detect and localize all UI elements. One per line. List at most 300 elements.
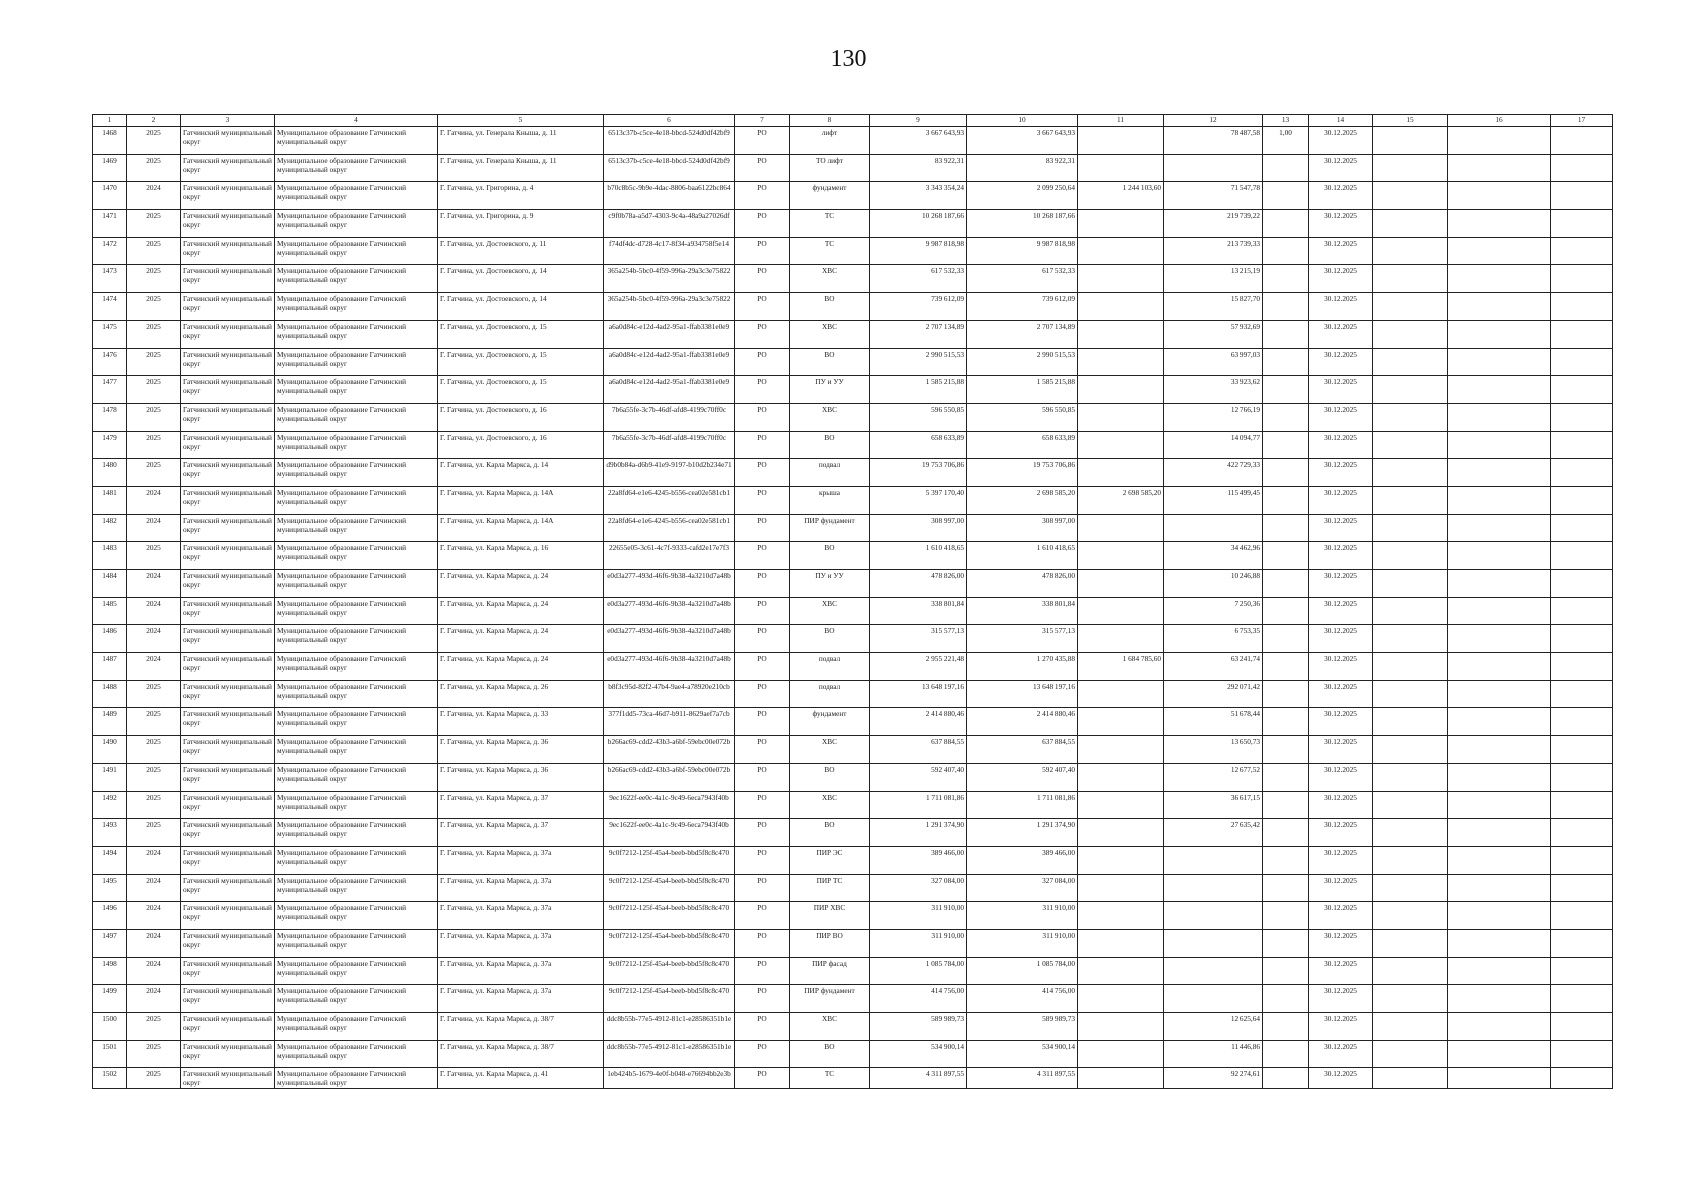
table-row [93,431,1613,459]
table-cell [1078,708,1164,736]
table-row [93,348,1613,376]
table-cell: 338 801,84 [967,597,1078,625]
table-cell [1078,957,1164,985]
table-cell: РО [735,210,790,238]
column-header: 8 [790,115,870,127]
table-cell: Муниципальное образование Гатчинский муниципальный округ [275,431,438,459]
table-cell: Г. Гатчина, ул. Генерала Кныша, д. 11 [438,154,604,182]
table-cell: 13 215,19 [1164,265,1263,293]
table-cell: 1472 [93,237,127,265]
table-cell [1551,403,1613,431]
table-cell [1448,182,1551,210]
table-cell: Гатчинский муниципальный округ [181,1040,275,1068]
table-cell: 10 268 187,66 [870,210,967,238]
table-cell: 2025 [127,459,181,487]
table-cell: Муниципальное образование Гатчинский муниципальный округ [275,846,438,874]
table-cell: Гатчинский муниципальный округ [181,348,275,376]
table-cell: РО [735,348,790,376]
table-cell: 1476 [93,348,127,376]
table-cell: Г. Гатчина, ул. Генерала Кныша, д. 11 [438,127,604,155]
table-cell [1551,320,1613,348]
table-cell [1551,929,1613,957]
table-cell: ПИР ЭС [790,846,870,874]
table-cell: 1 610 418,65 [870,542,967,570]
table-cell: ХВС [790,736,870,764]
table-cell: 2024 [127,874,181,902]
table-cell: f74df4dc-d728-4c17-8f34-a934758f5e14 [604,237,735,265]
table-cell: 51 678,44 [1164,708,1263,736]
table-cell: e0d3a277-493d-46f6-9b38-4a3210d7a48b [604,570,735,598]
table-cell [1373,1040,1448,1068]
table-cell [1373,570,1448,598]
table-cell: 10 268 187,66 [967,210,1078,238]
table-cell: Гатчинский муниципальный округ [181,1068,275,1089]
table-cell: Муниципальное образование Гатчинский муниципальный округ [275,653,438,681]
table-cell: 22655e05-3c61-4c7f-9333-cafd2e17e7f3 [604,542,735,570]
table-cell [1078,542,1164,570]
table-cell: РО [735,542,790,570]
table-cell: 57 932,69 [1164,320,1263,348]
column-header: 4 [275,115,438,127]
table-cell: Гатчинский муниципальный округ [181,985,275,1013]
table-cell: 9c0f7212-125f-45a4-beeb-bbd5f8c8c470 [604,985,735,1013]
header-row [93,115,1613,127]
table-cell [1551,1040,1613,1068]
table-cell: Гатчинский муниципальный округ [181,929,275,957]
table-cell: 1479 [93,431,127,459]
table-cell: Гатчинский муниципальный округ [181,320,275,348]
table-cell: Муниципальное образование Гатчинский муниципальный округ [275,1068,438,1089]
table-cell: 4 311 897,55 [870,1068,967,1089]
table-cell [1373,127,1448,155]
table-cell [1373,846,1448,874]
table-cell [1078,514,1164,542]
table-cell: 617 532,33 [967,265,1078,293]
table-cell: Г. Гатчина, ул. Карла Маркса, д. 37а [438,985,604,1013]
table-cell [1448,763,1551,791]
table-cell: 1471 [93,210,127,238]
table-cell: РО [735,763,790,791]
table-cell: 1 085 784,00 [870,957,967,985]
table-cell: 5 397 170,40 [870,486,967,514]
table-cell: 1496 [93,902,127,930]
table-cell: ХВС [790,320,870,348]
table-cell: 219 739,22 [1164,210,1263,238]
table-cell: ХВС [790,403,870,431]
table-cell: 414 756,00 [967,985,1078,1013]
table-cell [1263,320,1309,348]
table-cell [1448,154,1551,182]
table-cell: 30.12.2025 [1309,985,1373,1013]
table-cell: 30.12.2025 [1309,431,1373,459]
table-row [93,874,1613,902]
table-cell: ВО [790,293,870,321]
table-cell [1263,819,1309,847]
table-cell: Муниципальное образование Гатчинский муниципальный округ [275,1013,438,1041]
table-cell: 30.12.2025 [1309,486,1373,514]
table-cell: 1501 [93,1040,127,1068]
table-cell: 30.12.2025 [1309,653,1373,681]
table-cell [1373,182,1448,210]
table-cell: 2025 [127,348,181,376]
table-cell: Гатчинский муниципальный округ [181,265,275,293]
table-cell: 4 311 897,55 [967,1068,1078,1089]
table-cell: Г. Гатчина, ул. Достоевского, д. 11 [438,237,604,265]
table-cell: 1477 [93,376,127,404]
table-cell: Гатчинский муниципальный округ [181,459,275,487]
table-cell: 2 707 134,89 [870,320,967,348]
table-cell: 63 241,74 [1164,653,1263,681]
table-cell: РО [735,265,790,293]
table-cell: 30.12.2025 [1309,154,1373,182]
table-cell [1078,874,1164,902]
table-cell [1263,625,1309,653]
table-cell: 592 407,40 [967,763,1078,791]
table-row [93,653,1613,681]
table-cell: 2024 [127,902,181,930]
table-cell: Муниципальное образование Гатчинский муниципальный округ [275,708,438,736]
table-cell: 6513c37b-c5ce-4e18-bbcd-524d0df42bf9 [604,154,735,182]
table-cell: ХВС [790,791,870,819]
table-cell: ХВС [790,1013,870,1041]
table-cell: РО [735,708,790,736]
table-cell [1263,459,1309,487]
table-cell: 2024 [127,570,181,598]
table-cell [1551,957,1613,985]
table-cell: 30.12.2025 [1309,597,1373,625]
table-cell: 1493 [93,819,127,847]
table-cell [1263,929,1309,957]
table-cell: 338 801,84 [870,597,967,625]
table-cell: РО [735,514,790,542]
table-cell [1373,597,1448,625]
column-header: 12 [1164,115,1263,127]
table-cell: Г. Гатчина, ул. Достоевского, д. 14 [438,293,604,321]
table-cell: 1475 [93,320,127,348]
table-cell [1373,957,1448,985]
table-cell [1263,1068,1309,1089]
table-cell: a6a0d84c-e12d-4ad2-95a1-ffab3381e0e9 [604,376,735,404]
table-cell [1448,597,1551,625]
table-cell: 1492 [93,791,127,819]
table-cell [1448,929,1551,957]
table-cell: 2 099 250,64 [967,182,1078,210]
table-cell: 30.12.2025 [1309,376,1373,404]
table-cell [1551,376,1613,404]
table-cell: 30.12.2025 [1309,957,1373,985]
table-cell: Гатчинский муниципальный округ [181,237,275,265]
table-row [93,985,1613,1013]
table-cell [1263,708,1309,736]
table-cell [1448,1068,1551,1089]
table-cell: Муниципальное образование Гатчинский муниципальный округ [275,902,438,930]
table-cell [1373,625,1448,653]
table-cell: 1 291 374,90 [967,819,1078,847]
table-cell: Муниципальное образование Гатчинский муниципальный округ [275,486,438,514]
table-cell [1263,542,1309,570]
table-cell [1448,957,1551,985]
table-cell: 1495 [93,874,127,902]
table-cell [1263,874,1309,902]
table-cell: 2024 [127,846,181,874]
table-cell: Г. Гатчина, ул. Достоевского, д. 16 [438,431,604,459]
table-cell [1551,265,1613,293]
column-header: 9 [870,115,967,127]
page-number: 130 [830,46,867,72]
table-cell [1448,127,1551,155]
table-cell: 30.12.2025 [1309,265,1373,293]
table-row [93,542,1613,570]
table-cell: 7b6a55fe-3c7b-46df-afd8-4199c70ff0c [604,431,735,459]
table-cell: 2025 [127,819,181,847]
table-cell: 596 550,85 [967,403,1078,431]
table-cell [1448,237,1551,265]
table-cell [1078,1068,1164,1089]
table-cell [1078,1013,1164,1041]
table-row [93,210,1613,238]
table-cell: РО [735,1068,790,1089]
table-cell: Г. Гатчина, ул. Карла Маркса, д. 16 [438,542,604,570]
table-cell: Г. Гатчина, ул. Карла Маркса, д. 37а [438,902,604,930]
table-row [93,403,1613,431]
table-cell [1373,514,1448,542]
table-cell [1078,376,1164,404]
table-row [93,791,1613,819]
table-cell [1448,680,1551,708]
table-row [93,127,1613,155]
table-cell: Г. Гатчина, ул. Карла Маркса, д. 41 [438,1068,604,1089]
table-cell: РО [735,736,790,764]
table-cell: 1485 [93,597,127,625]
table-cell: 2 990 515,53 [967,348,1078,376]
table-cell: 2025 [127,237,181,265]
table-cell: 389 466,00 [870,846,967,874]
table-cell: 2025 [127,127,181,155]
table-cell: Г. Гатчина, ул. Карла Маркса, д. 14А [438,486,604,514]
table-cell [1078,293,1164,321]
table-cell: b70c8b5c-9b9e-4dac-8806-baa6122bc864 [604,182,735,210]
table-cell: 9 987 818,98 [967,237,1078,265]
table-cell: Муниципальное образование Гатчинский муниципальный округ [275,570,438,598]
table-cell: 658 633,89 [967,431,1078,459]
table-cell: Муниципальное образование Гатчинский муниципальный округ [275,182,438,210]
table-row [93,846,1613,874]
table-cell: 9 987 818,98 [870,237,967,265]
table-cell: a6a0d84c-e12d-4ad2-95a1-ffab3381e0e9 [604,320,735,348]
table-cell [1078,985,1164,1013]
table-cell: 13 650,73 [1164,736,1263,764]
table-cell: 589 989,73 [967,1013,1078,1041]
table-cell: Гатчинский муниципальный округ [181,653,275,681]
table-cell: 30.12.2025 [1309,1013,1373,1041]
table-cell [1448,210,1551,238]
table-cell: 2 414 880,46 [870,708,967,736]
table-cell: фундамент [790,182,870,210]
table-cell: 30.12.2025 [1309,1040,1373,1068]
table-cell: РО [735,819,790,847]
table-cell: 34 462,96 [1164,542,1263,570]
table-cell: Муниципальное образование Гатчинский муниципальный округ [275,680,438,708]
table-cell [1373,210,1448,238]
table-cell [1448,459,1551,487]
table-cell [1551,791,1613,819]
table-cell: e0d3a277-493d-46f6-9b38-4a3210d7a48b [604,653,735,681]
table-cell: ТС [790,1068,870,1089]
table-cell [1078,431,1164,459]
table-cell [1164,514,1263,542]
table-cell: Г. Гатчина, ул. Достоевского, д. 16 [438,403,604,431]
table-cell [1164,985,1263,1013]
table-cell [1263,403,1309,431]
table-cell: 1eb424b5-1679-4e0f-b048-e76694bb2e3b [604,1068,735,1089]
table-cell: Гатчинский муниципальный округ [181,736,275,764]
table-cell: 2025 [127,542,181,570]
table-cell: ПИР фасад [790,957,870,985]
table-cell: 2024 [127,182,181,210]
table-cell [1448,293,1551,321]
table-cell [1164,957,1263,985]
table-cell [1551,625,1613,653]
table-cell: e0d3a277-493d-46f6-9b38-4a3210d7a48b [604,597,735,625]
table-cell: Г. Гатчина, ул. Карла Маркса, д. 24 [438,597,604,625]
table-cell [1551,874,1613,902]
table-cell: 12 766,19 [1164,403,1263,431]
table-cell: Муниципальное образование Гатчинский муниципальный округ [275,985,438,1013]
table-cell: ТС [790,237,870,265]
table-cell: 2025 [127,293,181,321]
table-cell: 1484 [93,570,127,598]
table-cell: Гатчинский муниципальный округ [181,1013,275,1041]
table-cell: ТС [790,210,870,238]
column-header: 2 [127,115,181,127]
table-cell: 9c0f7212-125f-45a4-beeb-bbd5f8c8c470 [604,929,735,957]
table-cell: 13 648 197,16 [967,680,1078,708]
table-cell: ddc8b55b-77e5-4912-81c1-e28586351b1e [604,1040,735,1068]
table-cell: 377f1dd5-73ca-46d7-b911-8629aef7a7cb [604,708,735,736]
table-cell [1373,819,1448,847]
table-cell: ВО [790,625,870,653]
table-cell [1448,985,1551,1013]
table-cell [1263,376,1309,404]
table-cell [1373,985,1448,1013]
table-cell [1373,1068,1448,1089]
table-cell: 63 997,03 [1164,348,1263,376]
table-cell: Муниципальное образование Гатчинский муниципальный округ [275,736,438,764]
table-cell: Г. Гатчина, ул. Григорина, д. 4 [438,182,604,210]
table-row [93,1013,1613,1041]
table-cell [1373,763,1448,791]
table-cell [1551,293,1613,321]
table-cell: Муниципальное образование Гатчинский муниципальный округ [275,210,438,238]
table-cell: РО [735,431,790,459]
table-cell: Гатчинский муниципальный округ [181,293,275,321]
table-cell: 2024 [127,486,181,514]
table-cell: ВО [790,1040,870,1068]
table-cell: 414 756,00 [870,985,967,1013]
table-cell: 30.12.2025 [1309,1068,1373,1089]
table-cell: 22a8fd64-e1e6-4245-b556-cea02e581cb1 [604,486,735,514]
table-cell [1078,763,1164,791]
table-cell: 2025 [127,763,181,791]
table-cell: Муниципальное образование Гатчинский муниципальный округ [275,625,438,653]
table-cell: Г. Гатчина, ул. Карла Маркса, д. 36 [438,763,604,791]
table-cell [1078,265,1164,293]
table-cell: 2025 [127,210,181,238]
table-cell: c9f0b78a-a5d7-4303-9c4a-48a9a27026df [604,210,735,238]
table-cell: 1 711 081,86 [967,791,1078,819]
table-cell: 30.12.2025 [1309,293,1373,321]
table-cell: Гатчинский муниципальный округ [181,154,275,182]
table-cell: РО [735,874,790,902]
table-cell: 1480 [93,459,127,487]
table-cell: Гатчинский муниципальный округ [181,763,275,791]
table-cell: 637 884,55 [967,736,1078,764]
table-cell: 83 922,31 [870,154,967,182]
table-cell [1164,902,1263,930]
table-cell [1164,846,1263,874]
table-cell [1551,680,1613,708]
table-cell: Гатчинский муниципальный округ [181,625,275,653]
table-cell: 658 633,89 [870,431,967,459]
table-cell: 2025 [127,791,181,819]
table-cell: 2025 [127,403,181,431]
table-cell: 2025 [127,376,181,404]
table-cell: 1470 [93,182,127,210]
table-cell [1373,902,1448,930]
table-cell [1448,570,1551,598]
table-cell [1373,708,1448,736]
table-cell [1373,348,1448,376]
table-cell: 2024 [127,597,181,625]
column-header: 5 [438,115,604,127]
table-cell: 1 610 418,65 [967,542,1078,570]
table-cell [1263,597,1309,625]
table-cell [1078,1040,1164,1068]
column-header: 14 [1309,115,1373,127]
table-cell: РО [735,459,790,487]
table-cell [1551,819,1613,847]
table-cell [1263,902,1309,930]
table-cell [1448,902,1551,930]
table-cell: 2025 [127,1068,181,1089]
table-row [93,237,1613,265]
table-cell [1263,514,1309,542]
table-cell: e0d3a277-493d-46f6-9b38-4a3210d7a48b [604,625,735,653]
table-cell: 30.12.2025 [1309,320,1373,348]
table-cell: Муниципальное образование Гатчинский муниципальный округ [275,514,438,542]
table-cell: 1 270 435,88 [967,653,1078,681]
table-cell: 30.12.2025 [1309,237,1373,265]
table-cell: Гатчинский муниципальный округ [181,874,275,902]
table-cell: 30.12.2025 [1309,210,1373,238]
table-cell: Г. Гатчина, ул. Карла Маркса, д. 38/7 [438,1040,604,1068]
table-cell: 27 635,42 [1164,819,1263,847]
table-cell [1551,514,1613,542]
table-cell: Г. Гатчина, ул. Достоевского, д. 14 [438,265,604,293]
table-cell [1448,542,1551,570]
table-cell: 1 684 785,60 [1078,653,1164,681]
table-cell: Муниципальное образование Гатчинский муниципальный округ [275,791,438,819]
table-cell: 1478 [93,403,127,431]
table-cell: РО [735,182,790,210]
table-cell: РО [735,570,790,598]
table-cell: Муниципальное образование Гатчинский муниципальный округ [275,376,438,404]
table-cell [1448,431,1551,459]
table-cell: ВО [790,763,870,791]
table-cell [1448,1013,1551,1041]
table-cell [1263,985,1309,1013]
table-cell: ПУ и УУ [790,376,870,404]
